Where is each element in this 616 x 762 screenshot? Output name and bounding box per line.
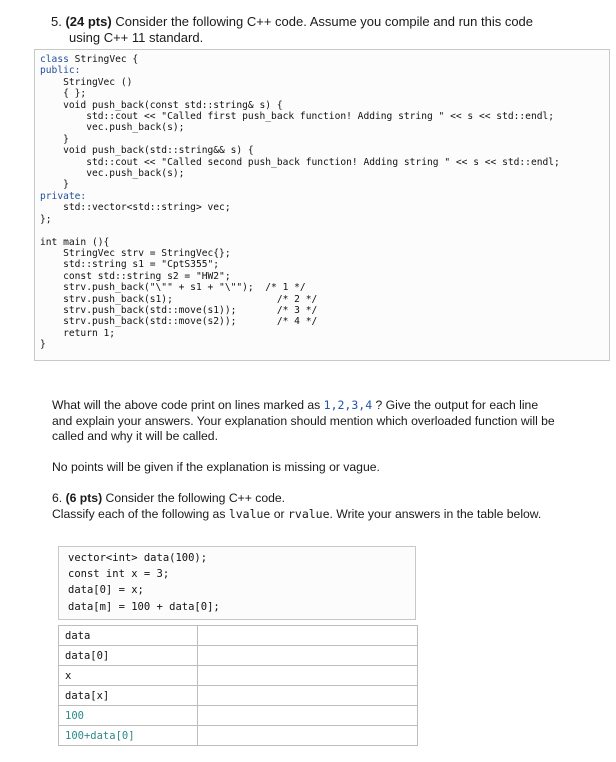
code-line: }: [40, 133, 69, 145]
table-row: [59, 726, 418, 746]
code-line: StringVec (): [40, 76, 133, 88]
code-line: public:: [40, 65, 81, 77]
table-row: [59, 646, 418, 666]
question-5-note: No points will be given if the explanation is missing or vague.: [52, 460, 380, 474]
code-line: void push_back(const std::string& s) {: [40, 99, 283, 111]
answer-cell[interactable]: [198, 706, 418, 726]
code-line: std::vector<std::string> vec;: [40, 202, 231, 214]
code-line: const std::string s2 = "HW2";: [40, 270, 231, 282]
question-text-line2: using C++ 11 standard.: [69, 30, 204, 45]
table-row: [59, 706, 418, 726]
code-block-vector: [58, 546, 416, 620]
answer-cell[interactable]: [198, 646, 418, 666]
expression-cell: 100: [59, 706, 198, 726]
answer-cell[interactable]: [198, 626, 418, 646]
question-points: (6 pts): [65, 491, 103, 505]
question-points: (24 pts): [65, 14, 112, 29]
expression-cell: 100+data[0]: [59, 726, 198, 746]
code-line: std::cout << "Called first push_back function! Adding string " << s << std::endl;: [40, 111, 555, 123]
code-listing-2: [59, 547, 415, 615]
rvalue-term: rvalue: [287, 506, 330, 521]
code-line: vec.push_back(s);: [40, 122, 185, 134]
code-line: }: [40, 179, 69, 191]
code-line: };: [40, 213, 52, 225]
answer-cell[interactable]: [198, 686, 418, 706]
code-line: data[m] = 100 + data[0];: [68, 600, 220, 613]
code-line: const int x = 3;: [68, 568, 170, 581]
code-line: return 1;: [40, 327, 116, 339]
prompt-text-continued: ? Give the output for each line and explain your answers. Your explanation should mention which overloaded function will be called and why it will be called.: [52, 398, 555, 443]
expression-cell: data[0]: [59, 646, 198, 666]
question-number: 5.: [51, 14, 62, 29]
code-line-text: StringVec {: [74, 54, 139, 65]
code-line: class StringVec {: [40, 54, 139, 65]
question-text: Consider the following C++ code. Assume you compile and run this code: [115, 14, 534, 29]
code-line: data[0] = x;: [68, 584, 144, 597]
answer-cell[interactable]: [198, 726, 418, 746]
code-line: int main (){: [40, 236, 110, 248]
prompt-text: What will the above code print on lines marked as: [52, 398, 324, 412]
lvalue-term: lvalue: [228, 506, 271, 521]
or-text: or: [270, 506, 288, 521]
table-row: [59, 626, 418, 646]
code-listing: [35, 50, 609, 351]
code-line: strv.push_back(s1); /* 2 */: [40, 293, 318, 305]
code-line: { };: [40, 88, 87, 100]
table-row: [59, 686, 418, 706]
expression-cell: data: [59, 626, 198, 646]
code-line: std::cout << "Called second push_back function! Adding string " << s << std::endl;: [40, 156, 560, 168]
answer-table: [58, 625, 418, 746]
code-line: void push_back(std::string&& s) {: [40, 145, 254, 157]
question-number: 6.: [52, 491, 63, 505]
question-text: Consider the following C++ code.: [105, 491, 286, 505]
code-line: StringVec strv = StringVec{};: [40, 247, 231, 259]
code-line: strv.push_back(std::move(s2)); /* 4 */: [40, 316, 318, 328]
code-line: vec.push_back(s);: [40, 168, 185, 180]
expression-cell: x: [59, 666, 198, 686]
code-line: strv.push_back(std::move(s1)); /* 3 */: [40, 304, 318, 316]
code-block-stringvec: [34, 49, 610, 361]
question-5-prompt: [52, 398, 557, 445]
code-line: std::string s1 = "CptS355";: [40, 259, 220, 271]
question-text-line2: Classify each of the following as: [52, 506, 229, 521]
code-line: private:: [40, 190, 87, 202]
code-line: strv.push_back("\"" + s1 + "\""); /* 1 */: [40, 282, 306, 294]
expression-cell: data[x]: [59, 686, 198, 706]
answer-cell[interactable]: [198, 666, 418, 686]
code-line: }: [40, 339, 46, 351]
question-text-line2-end: . Write your answers in the table below.: [329, 506, 542, 521]
line-numbers-code: 1,2,3,4: [323, 398, 373, 412]
question-5-heading: [51, 14, 591, 46]
question-6-heading: [52, 491, 557, 522]
table-row: [59, 666, 418, 686]
code-line: vector<int> data(100);: [68, 552, 208, 564]
